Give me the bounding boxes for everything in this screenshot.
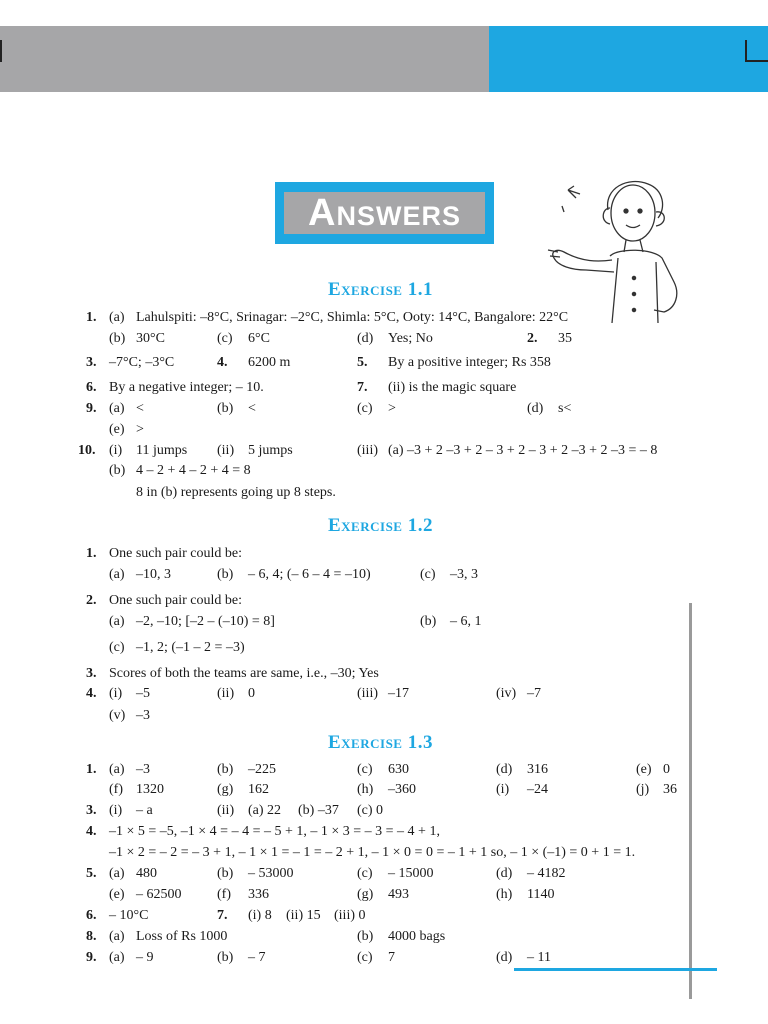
answer-text: – a — [136, 803, 153, 818]
question-number: 5. — [86, 866, 97, 881]
answer-text: (g) — [357, 887, 374, 902]
question-number: 4. — [217, 355, 228, 370]
answer-text: (b) — [217, 762, 234, 777]
answer-text: – 62500 — [136, 887, 182, 902]
answer-text: Loss of Rs 1000 — [136, 929, 228, 944]
answer-text: (c) 0 — [357, 803, 384, 818]
crop-mark — [0, 40, 2, 62]
answer-text: 36 — [663, 782, 677, 797]
answer-text: (iii) — [357, 686, 378, 701]
answer-text: 316 — [527, 762, 548, 777]
answer-text: (d) — [496, 866, 513, 881]
question-number: 4. — [86, 824, 97, 839]
answer-text: 35 — [558, 331, 572, 346]
question-number: 3. — [86, 666, 97, 681]
answer-text: (j) — [636, 782, 650, 797]
answer-text: (a) — [109, 762, 125, 777]
answer-text: 493 — [388, 887, 409, 902]
answer-text: > — [388, 401, 396, 416]
answer-text: Yes; No — [388, 331, 433, 346]
answer-text: –225 — [248, 762, 276, 777]
answer-text: (a) — [109, 866, 125, 881]
answer-text: – 53000 — [248, 866, 294, 881]
answer-text: –24 — [527, 782, 548, 797]
answer-text: (i) 8 — [248, 908, 272, 923]
answer-text: > — [136, 422, 144, 437]
question-number: 3. — [86, 803, 97, 818]
margin-rule — [689, 603, 692, 999]
answer-text: 30°C — [136, 331, 165, 346]
answer-text: – 4182 — [527, 866, 566, 881]
answer-text: 6200 m — [248, 355, 291, 370]
answer-text: 336 — [248, 887, 269, 902]
question-number: 4. — [86, 686, 97, 701]
answer-text: –17 — [388, 686, 409, 701]
answer-text: (i) — [496, 782, 510, 797]
answer-text: 0 — [663, 762, 670, 777]
answer-text: 4000 bags — [388, 929, 446, 944]
answer-text: (v) — [109, 708, 126, 723]
answer-text: 0 — [248, 686, 255, 701]
answer-text: 630 — [388, 762, 409, 777]
answer-text: (a) — [109, 310, 125, 325]
answer-text: (b) — [217, 866, 234, 881]
question-number: 9. — [86, 401, 97, 416]
answer-text: (b) — [217, 401, 234, 416]
answer-text: (c) — [357, 401, 373, 416]
answer-text: (g) — [217, 782, 234, 797]
answer-text: (b) — [109, 463, 126, 478]
crop-mark — [745, 40, 747, 62]
question-number: 9. — [86, 950, 97, 965]
answer-text: –5 — [136, 686, 150, 701]
title-box — [275, 182, 494, 244]
answer-text: – 10°C — [109, 908, 149, 923]
answer-text: – 6, 1 — [450, 614, 482, 629]
answer-text: (ii) 15 — [286, 908, 321, 923]
answer-text: (a) –3 + 2 –3 + 2 – 3 + 2 – 3 + 2 –3 + 2 –3 = – 8 — [388, 443, 658, 458]
exercise-heading: Exercise 1.2 — [328, 515, 433, 536]
answer-text: (iii) 0 — [334, 908, 366, 923]
answer-text: 4 – 2 + 4 – 2 + 4 = 8 — [136, 463, 251, 478]
answer-text: (i) — [109, 686, 123, 701]
question-number: 7. — [217, 908, 228, 923]
answer-text: (e) — [109, 887, 125, 902]
answer-text: (a) — [109, 950, 125, 965]
answer-text: –2, –10; [–2 – (–10) = 8] — [136, 614, 275, 629]
answer-text: (ii) — [217, 803, 235, 818]
exercise-heading: Exercise 1.1 — [328, 279, 433, 300]
answer-text: One such pair could be: — [109, 546, 242, 561]
answer-text: (c) — [357, 762, 373, 777]
answer-text: (c) — [357, 950, 373, 965]
question-number: 7. — [357, 380, 368, 395]
question-number: 3. — [86, 355, 97, 370]
answer-text: 162 — [248, 782, 269, 797]
crop-mark — [747, 60, 768, 62]
answer-text: –7°C; –3°C — [109, 355, 175, 370]
question-number: 6. — [86, 380, 97, 395]
answer-text: –1 × 5 = –5, –1 × 4 = – 4 = – 5 + 1, – 1 × 3 = – 3 = – 4 + 1, — [109, 824, 440, 839]
girl-illustration-icon — [538, 178, 698, 323]
answer-text: –3 — [136, 762, 150, 777]
question-number: 1. — [86, 310, 97, 325]
answer-text: (iv) — [496, 686, 517, 701]
answer-text: (ii) is the magic square — [388, 380, 517, 395]
answer-text: (h) — [496, 887, 513, 902]
answer-text: Lahulspiti: –8°C, Srinagar: –2°C, Shimla: 5°C, Ooty: 14°C, Bangalore: 22°C — [136, 310, 569, 325]
answer-text: 11 jumps — [136, 443, 188, 458]
answer-text: (iii) — [357, 443, 378, 458]
answer-text: (b) — [420, 614, 437, 629]
answer-text: (b) — [357, 929, 374, 944]
answer-text: 1320 — [136, 782, 164, 797]
answer-text: (d) — [527, 401, 544, 416]
answer-text: (e) — [109, 422, 125, 437]
answer-text: (a) — [109, 614, 125, 629]
question-number: 1. — [86, 546, 97, 561]
answer-text: –360 — [388, 782, 416, 797]
answer-text: – 9 — [136, 950, 154, 965]
answer-text: (c) — [109, 640, 125, 655]
answer-text: By a negative integer; – 10. — [109, 380, 264, 395]
answer-text: (a) — [109, 567, 125, 582]
answer-text: (b) –37 — [298, 803, 339, 818]
answer-text: (f) — [109, 782, 123, 797]
answer-text: < — [136, 401, 144, 416]
answer-text: –10, 3 — [136, 567, 171, 582]
answer-text: 6°C — [248, 331, 270, 346]
question-number: 10. — [78, 443, 96, 458]
answer-text: 1140 — [527, 887, 555, 902]
question-number: 6. — [86, 908, 97, 923]
answer-text: 7 — [388, 950, 395, 965]
answer-text: 480 — [136, 866, 157, 881]
answer-text: – 11 — [527, 950, 551, 965]
answer-text: By a positive integer; Rs 358 — [388, 355, 551, 370]
answer-text: (c) — [357, 866, 373, 881]
answer-text: (b) — [217, 950, 234, 965]
answer-text: (ii) — [217, 443, 235, 458]
question-number: 5. — [357, 355, 368, 370]
answer-text: (d) — [496, 950, 513, 965]
header-band-gray — [0, 26, 489, 92]
answer-text: (a) — [109, 401, 125, 416]
answer-text: (a) — [109, 929, 125, 944]
answer-text: (b) — [109, 331, 126, 346]
answer-text: (i) — [109, 443, 123, 458]
exercise-heading: Exercise 1.3 — [328, 732, 433, 753]
answer-text: (b) — [217, 567, 234, 582]
answer-text: (c) — [420, 567, 436, 582]
answer-text: (h) — [357, 782, 374, 797]
answer-text: 8 in (b) represents going up 8 steps. — [136, 485, 336, 500]
answer-text: – 15000 — [388, 866, 434, 881]
footer-rule — [514, 968, 717, 971]
answer-text: (i) — [109, 803, 123, 818]
answer-text: (e) — [636, 762, 652, 777]
answer-text: Scores of both the teams are same, i.e., –30; Yes — [109, 666, 379, 681]
answer-text: (a) 22 — [248, 803, 282, 818]
answer-text: (d) — [357, 331, 374, 346]
answer-text: – 7 — [248, 950, 266, 965]
answer-text: –7 — [527, 686, 541, 701]
answer-text: < — [248, 401, 256, 416]
answer-text: –1 × 2 = – 2 = – 3 + 1, – 1 × 1 = – 1 = – 2 + 1, – 1 × 0 = 0 = – 1 + 1 so, – 1 × (–1) = 0 + 1 = 1. — [109, 845, 636, 860]
question-number: 8. — [86, 929, 97, 944]
answer-text: s< — [558, 401, 572, 416]
question-number: 2. — [527, 331, 538, 346]
answer-text: (f) — [217, 887, 231, 902]
answer-text: One such pair could be: — [109, 593, 242, 608]
answer-text: 5 jumps — [248, 443, 293, 458]
question-number: 2. — [86, 593, 97, 608]
header-band-blue — [489, 26, 768, 92]
answer-text: (ii) — [217, 686, 235, 701]
question-number: 1. — [86, 762, 97, 777]
answer-text: –3 — [136, 708, 150, 723]
answer-text: (d) — [496, 762, 513, 777]
answer-text: (c) — [217, 331, 233, 346]
answer-text: – 6, 4; (– 6 – 4 = –10) — [248, 567, 371, 582]
page-title: Answers — [284, 192, 485, 234]
answer-text: –1, 2; (–1 – 2 = –3) — [136, 640, 245, 655]
answer-text: –3, 3 — [450, 567, 478, 582]
